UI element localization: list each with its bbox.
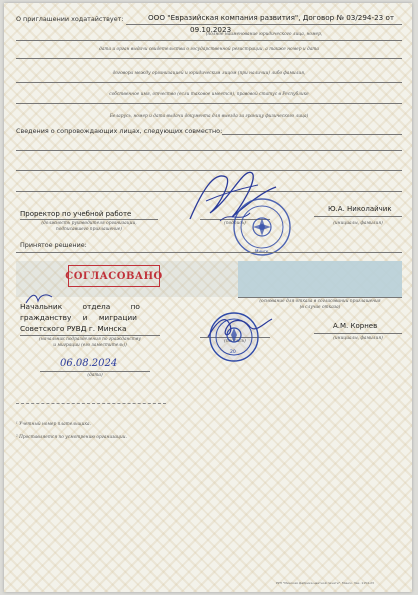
signatory1-name: Ю.А. Николайчик bbox=[328, 205, 392, 213]
decision-date: 06.08.2024 bbox=[60, 358, 118, 369]
signatory2-position-hint-1: (начальник подразделения по гражданству bbox=[39, 337, 141, 342]
refusal-hint-1: (основание для отказа в согласовании приглашения bbox=[259, 299, 381, 304]
redacted-area bbox=[238, 261, 402, 297]
approval-stamp: СОГЛАСОВАНО bbox=[68, 265, 160, 287]
signatory1-position-hint-2: подписавшего приглашение) bbox=[55, 227, 122, 232]
contract-date: 09.10.2023 bbox=[190, 25, 232, 34]
seal2-number: 20 bbox=[230, 350, 236, 355]
footnote-1: ¹ Учетный номер плательщика. bbox=[16, 422, 91, 427]
invitation-label: О приглашении ходатайствует: bbox=[16, 15, 124, 23]
rule bbox=[314, 216, 402, 217]
hint-name: собственное имя, отчество (если таковое имеется), правовой статус в Республике bbox=[109, 92, 309, 97]
rule bbox=[16, 150, 402, 151]
signatory1-name-hint: (инициалы, фамилия) bbox=[333, 221, 383, 226]
rule bbox=[16, 403, 166, 404]
rule bbox=[126, 24, 402, 25]
hint-contract: договора между организацией и юридическим лицом (при наличии) либо фамилия, bbox=[112, 71, 306, 76]
hint-registration: дата и орган выдачи свидетельства о государственной регистрации, а также номер и дата bbox=[99, 47, 319, 52]
rule bbox=[16, 40, 402, 41]
signatory2-position-hint-2: и миграции (его заместитель)) bbox=[53, 343, 127, 348]
rule bbox=[314, 333, 402, 334]
signatory2-name-hint: (инициалы, фамилия) bbox=[333, 336, 383, 341]
company-name: ООО "Евразийская компания развития", Договор № 03/294-23 от bbox=[148, 13, 395, 22]
rule bbox=[20, 219, 158, 220]
signatory2-position-2: гражданству и миграции bbox=[20, 313, 137, 322]
decision-label: Принятое решение: bbox=[20, 241, 87, 249]
signature-2 bbox=[204, 309, 274, 345]
round-seal-1 bbox=[232, 197, 292, 257]
rule bbox=[40, 371, 150, 372]
printer-line: РУП "Минская фабрика цветной печати". Минск. Зак. 1154-23 bbox=[276, 581, 374, 585]
signatory2-position-1: Начальник отдела по bbox=[20, 302, 140, 311]
signatory1-position-hint-1: (должность руководителя организации, bbox=[41, 221, 137, 226]
rule bbox=[16, 58, 402, 59]
signatory1-position: Проректор по учебной работе bbox=[20, 210, 132, 218]
footnote-2: ² Проставляется по усмотрению организации. bbox=[16, 435, 127, 440]
rule bbox=[238, 297, 402, 298]
rule bbox=[222, 134, 402, 135]
accompanying-label: Сведения о сопровождающих лицах, следующих совместно: bbox=[16, 127, 223, 135]
rule bbox=[16, 103, 402, 104]
rule bbox=[20, 335, 160, 336]
signatory2-name: А.М. Корнев bbox=[333, 322, 378, 330]
date-hint: (дата) bbox=[87, 373, 103, 378]
signatory2-position-3: Советского РУВД г. Минска bbox=[20, 324, 127, 333]
signatory1-signature-hint: (подпись) bbox=[224, 221, 246, 226]
refusal-hint-2: (в случае отказа) bbox=[299, 305, 341, 310]
hint-company: (полное наименование юридического лица, номер, bbox=[205, 32, 323, 37]
hint-belarus: Беларусь, номер и дата выдачи документа для выезда за границу физического лица) bbox=[109, 114, 309, 119]
rule bbox=[16, 82, 402, 83]
document-page bbox=[4, 3, 412, 592]
seal-icon bbox=[232, 197, 292, 257]
seal1-city: Минск bbox=[255, 249, 269, 254]
